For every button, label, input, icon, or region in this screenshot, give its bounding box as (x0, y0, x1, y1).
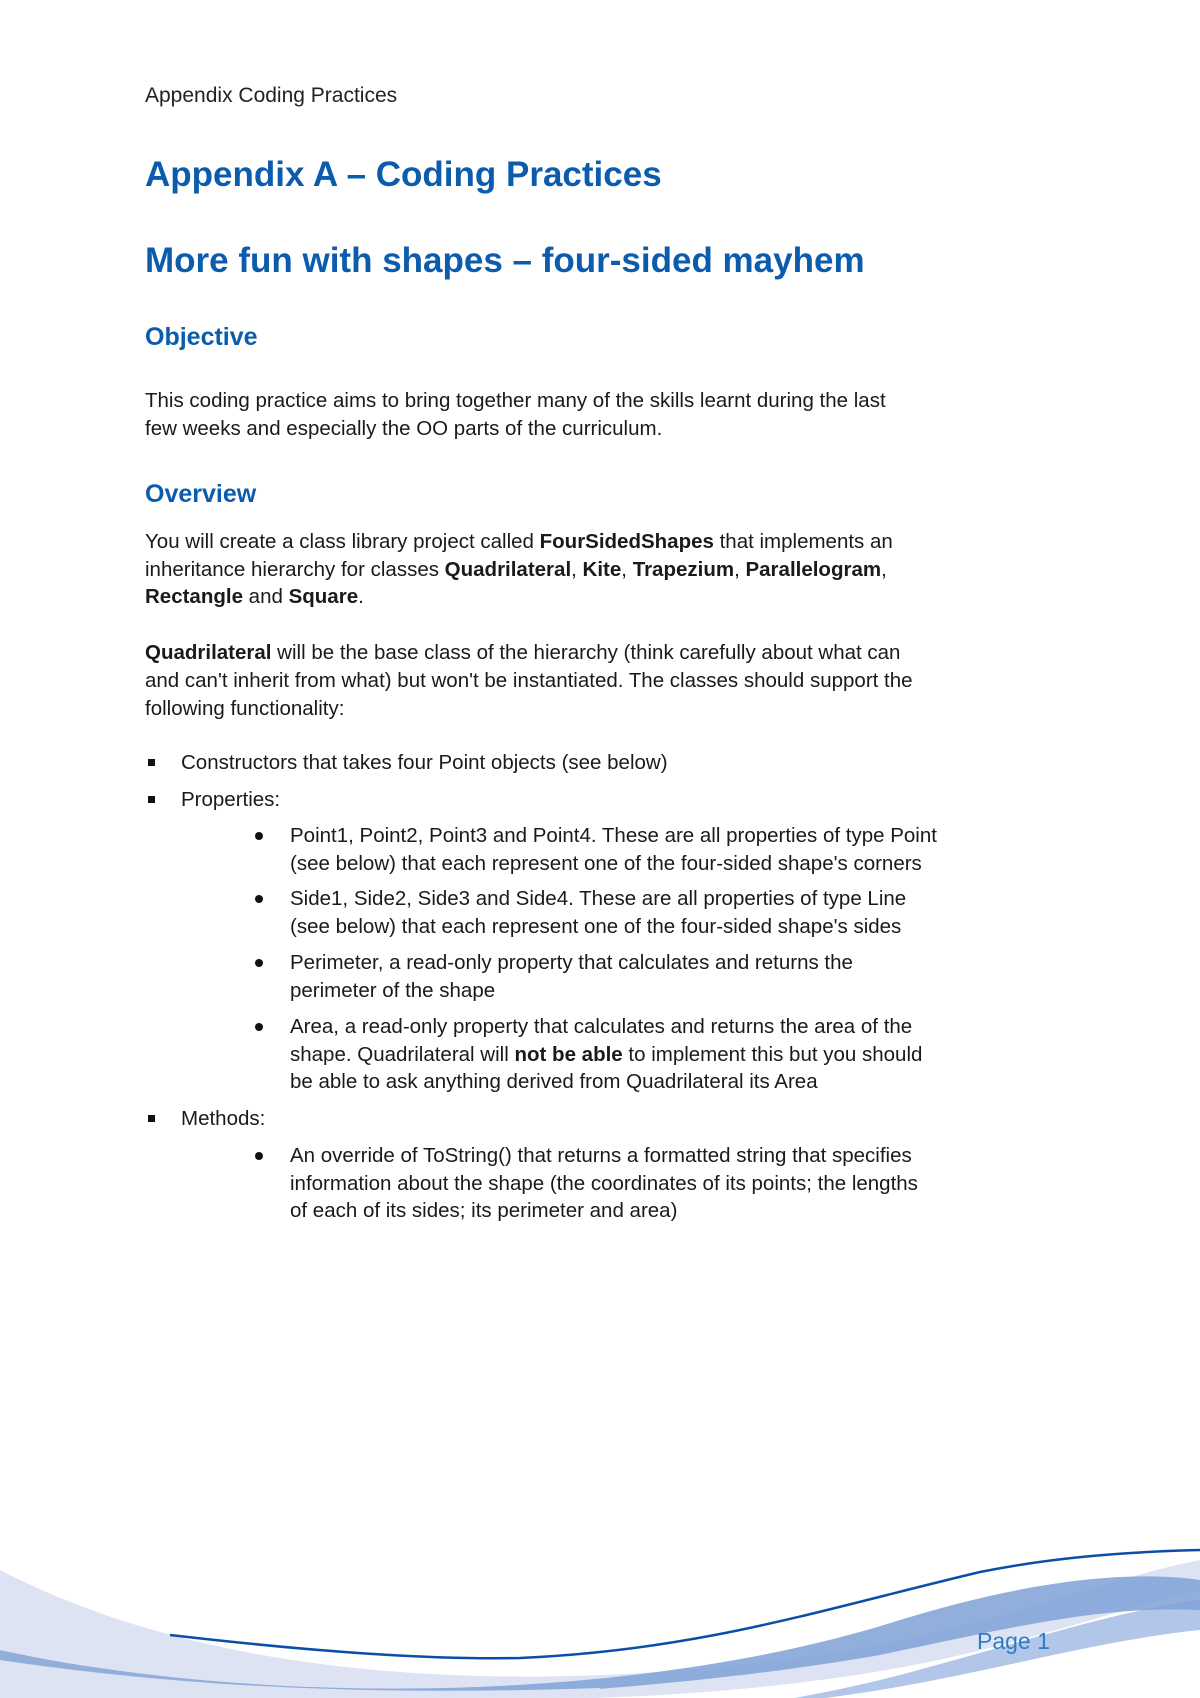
square-bullet-icon (148, 796, 155, 803)
bold-text: Rectangle (145, 585, 243, 608)
sub-bullet-line (290, 1068, 818, 1096)
text-run: This coding practice aims to bring together many of the skills learnt during the last (145, 389, 886, 412)
text-run: perimeter of the shape (290, 978, 496, 1002)
text-run: Properties: (181, 788, 281, 811)
bold-text: FourSidedShapes (539, 530, 714, 553)
overview-paragraph-line (145, 667, 913, 695)
text-run: to implement this but you should (622, 1042, 923, 1066)
objective-paragraph-line (145, 387, 886, 415)
page-number: Page 1 (977, 1628, 1050, 1654)
text-run: that implements an (713, 530, 893, 553)
overview-heading: Overview (145, 480, 257, 508)
text-run: Area, a read-only property that calculates and returns the area of the (290, 1015, 913, 1038)
text-run: . (358, 585, 364, 608)
bold-text: Trapezium (632, 557, 735, 581)
sub-bullet-line (290, 885, 906, 913)
square-bullet-icon (148, 759, 155, 766)
sub-bullet-line (290, 1197, 677, 1225)
bold-text: Square (288, 585, 359, 608)
text-run: Methods: (181, 1107, 266, 1130)
bold-text: Quadrilateral (145, 641, 272, 664)
text-run: Side1, Side2, Side3 and Side4. These are all properties of type Line (290, 887, 907, 910)
text-run: of each of its sides; its perimeter and area) (290, 1199, 678, 1222)
round-bullet-icon (255, 895, 263, 903)
page-title: Appendix A – Coding Practices (145, 155, 662, 194)
bold-text: Parallelogram (745, 557, 882, 581)
page-subtitle: More fun with shapes – four-sided mayhem (145, 241, 865, 280)
round-bullet-icon (255, 1152, 263, 1160)
overview-paragraph-line (145, 695, 344, 723)
text-run: and (242, 585, 289, 608)
text-run: , (734, 557, 746, 581)
sub-bullet-line (290, 1041, 922, 1069)
bullet-item (181, 1105, 265, 1133)
sub-bullet-line (290, 1013, 912, 1041)
text-run: inheritance hierarchy for classes (145, 557, 445, 581)
text-run: and can't inherit from what) but won't be instantiated. The classes should support the (145, 669, 913, 692)
bold-text: Quadrilateral (444, 557, 572, 581)
sub-bullet-line (290, 977, 495, 1005)
text-run: be able to ask anything derived from Quadrilateral its Area (290, 1070, 818, 1093)
text-run: , (571, 557, 583, 581)
text-run: (see below) that each represent one of the four-sided shape's corners (290, 851, 922, 875)
round-bullet-icon (255, 1023, 263, 1031)
text-run: information about the shape (the coordinates of its points; the lengths (290, 1171, 918, 1195)
text-run: will be the base class of the hierarchy (think carefully about what can (271, 641, 901, 664)
bullet-item (181, 786, 280, 814)
bold-text: not be able (514, 1042, 623, 1066)
text-run: (see below) that each represent one of the four-sided shape's sides (290, 914, 902, 938)
sub-bullet-line (290, 1142, 912, 1170)
text-run: few weeks and especially the OO parts of the curriculum. (145, 417, 663, 440)
objective-paragraph-line (145, 415, 662, 443)
text-run: An override of ToString() that returns a formatted string that specifies (290, 1144, 912, 1167)
bold-text: Kite (582, 557, 622, 581)
decorative-wave (0, 1500, 1200, 1698)
sub-bullet-line (290, 913, 901, 941)
text-run: You will create a class library project called (145, 530, 540, 553)
text-run: shape. Quadrilateral will (290, 1042, 515, 1066)
text-run: Point1, Point2, Point3 and Point4. These are all properties of type Point (290, 824, 937, 847)
overview-paragraph-line (145, 528, 893, 556)
text-run: following functionality: (145, 697, 345, 720)
sub-bullet-line (290, 850, 922, 878)
text-run: Constructors that takes four Point objects (see below) (181, 751, 668, 774)
round-bullet-icon (255, 832, 263, 840)
round-bullet-icon (255, 959, 263, 967)
objective-heading: Objective (145, 323, 258, 351)
sub-bullet-line (290, 822, 937, 850)
sub-bullet-line (290, 1170, 918, 1198)
overview-paragraph-line (145, 556, 887, 584)
text-run: , (881, 557, 887, 581)
overview-paragraph-line (145, 583, 364, 611)
sub-bullet-line (290, 949, 853, 977)
bullet-item (181, 749, 668, 777)
text-run: Perimeter, a read-only property that calculates and returns the (290, 951, 853, 974)
text-run: , (621, 557, 633, 581)
overview-paragraph-line (145, 639, 900, 667)
running-header: Appendix Coding Practices (145, 84, 398, 107)
square-bullet-icon (148, 1115, 155, 1122)
